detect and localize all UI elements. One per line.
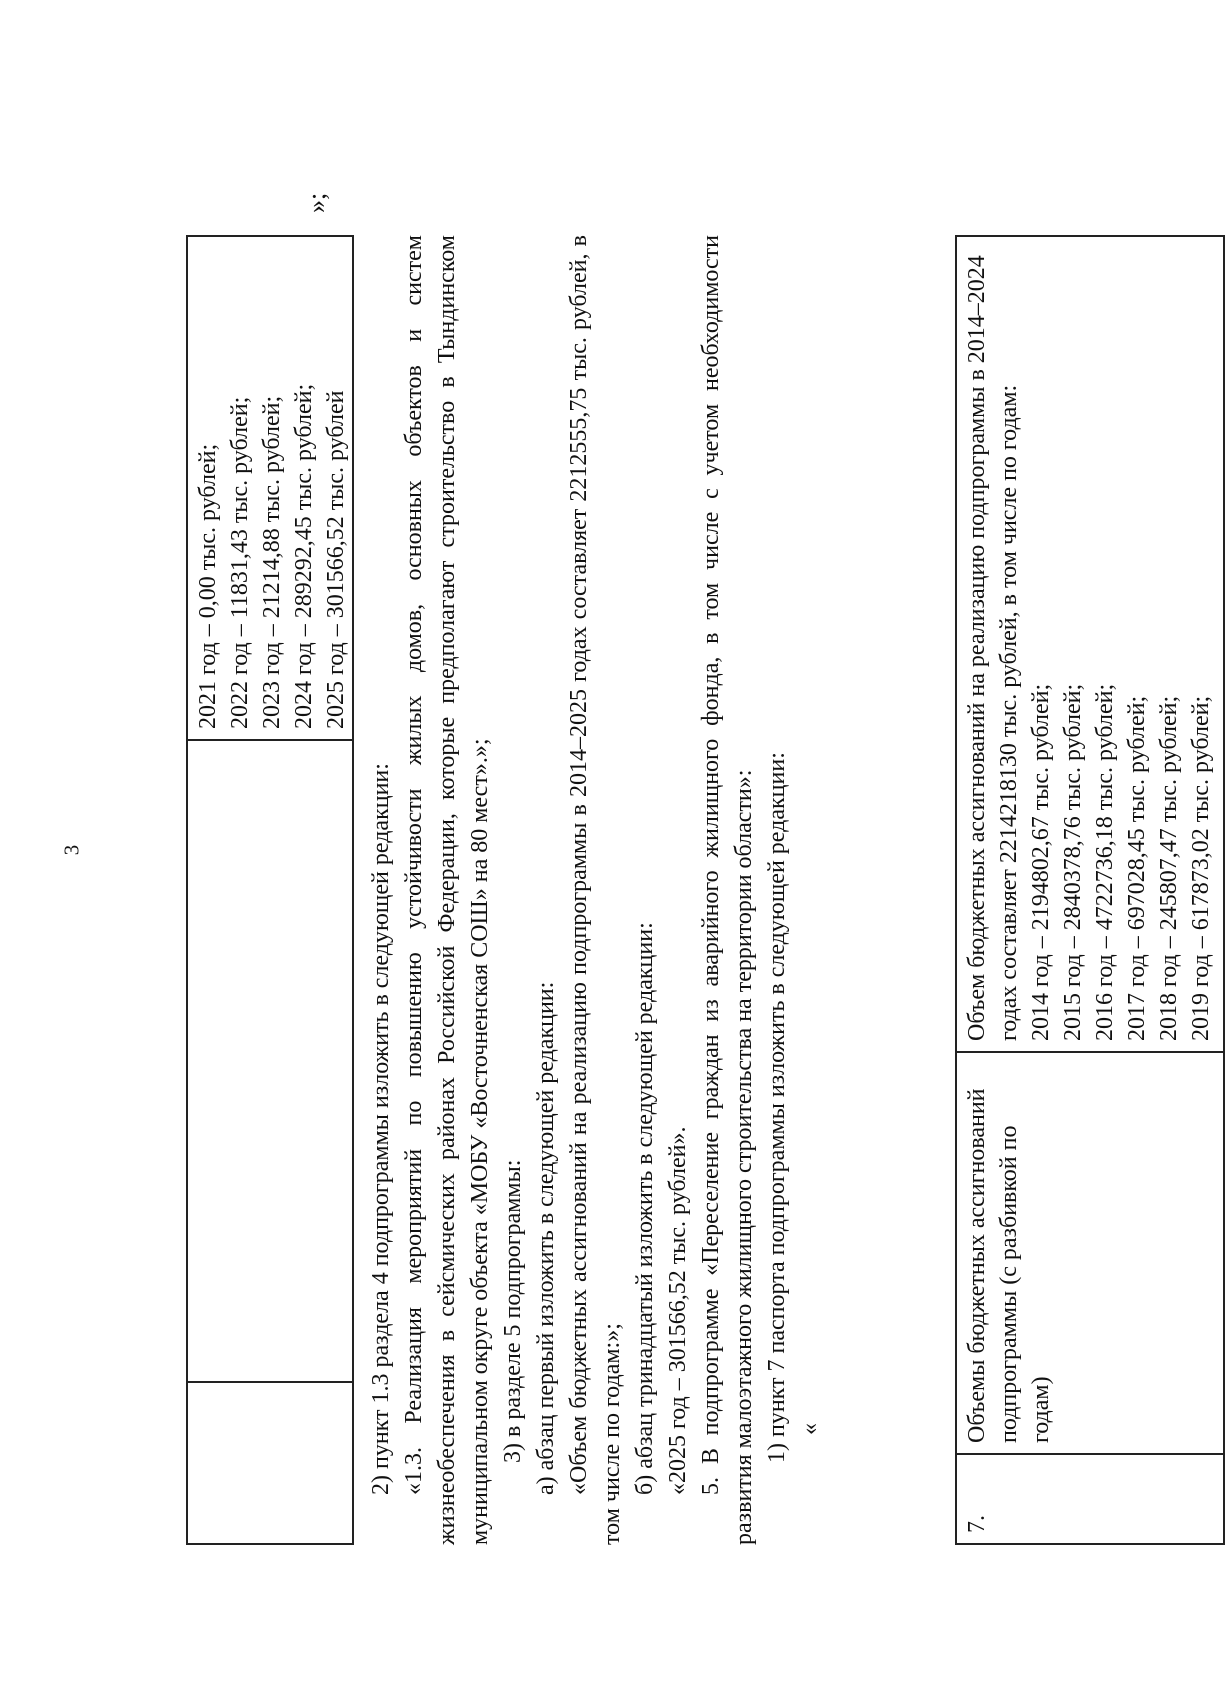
year-line: 2017 год – 697028,45 тыс. рублей; (1124, 695, 1150, 1041)
row-value (956, 236, 1224, 1052)
row-number: 7. (956, 1454, 1224, 1544)
paragraph: «Объем бюджетных ассигнований на реализацию подпрограммы в 2014–2025 годах составляет 2212555,75 тыс. рублей, в том числе по годам:»; (566, 235, 625, 1545)
year-line: 2024 год – 289292,45 тыс. рублей; (291, 383, 317, 729)
year-line: 2014 год – 2194802,67 тыс. рублей; (1028, 683, 1054, 1041)
year-line: 2019 год – 617873,02 тыс. рублей; (1188, 695, 1214, 1041)
page-number: 3 (59, 844, 84, 856)
year-line: 2018 год – 245807,47 тыс. рублей; (1156, 695, 1182, 1041)
opening-quote: « (797, 1423, 823, 1435)
year-line: 2021 год – 0,00 тыс. рублей; (195, 443, 221, 729)
paragraph: а) абзац первый изложить в следующей редакции: (533, 981, 559, 1495)
year-line: 2016 год – 4722736,18 тыс. рублей; (1092, 683, 1118, 1041)
table-bottom (955, 235, 1225, 1545)
year-line: 2023 год – 21214,88 тыс. рублей; (259, 395, 285, 729)
body-text (365, 235, 827, 1545)
paragraph: 1) пункт 7 паспорта подпрограммы изложить в следующей редакции: (764, 752, 790, 1463)
paragraph: 2) пункт 1.3 раздела 4 подпрограммы изложить в следующей редакции: (368, 763, 394, 1495)
rotated-content (150, 115, 1214, 1585)
paragraph: 5. В подпрограмме «Переселение граждан из аварийного жилищного фонда, в том числе с учетом необходимости развития малоэтажного жилищного строительства на территории области»: (698, 235, 757, 1545)
table-cell-empty (187, 740, 353, 1382)
table-row (956, 236, 1224, 1544)
table-cell-years (187, 236, 353, 740)
table-row (187, 236, 353, 1544)
row-label: Объемы бюджетных ассигнований подпрограммы (с разбивкой по годам) (956, 1052, 1224, 1454)
value-intro: Объем бюджетных ассигнований на реализацию подпрограммы в 2014–2024 годах составляет 2214218130 тыс. рублей, в том числе по годам: (964, 255, 1022, 1041)
table-top (186, 235, 354, 1545)
year-line: 2025 год – 301566,52 тыс. рублей (323, 390, 349, 729)
closing-quote: »; (302, 192, 331, 213)
paragraph: б) абзац тринадцатый изложить в следующей редакции: (632, 922, 658, 1495)
paragraph: «2025 год – 301566,52 тыс. рублей». (665, 1126, 691, 1495)
year-line: 2015 год – 2840378,76 тыс. рублей; (1060, 683, 1086, 1041)
year-line: 2022 год – 11831,43 тыс. рублей; (227, 396, 253, 729)
table-cell-empty (187, 1382, 353, 1544)
paragraph: «1.3. Реализация мероприятий по повышению устойчивости жилых домов, основных объектов и систем жизнеобеспечения в сейсмических районах Российской Федерации, которые предполагают строительство в Тындинском муниципальном округе объекта «МОБУ «Восточненская СОШ» на 80 мест».»; (401, 235, 493, 1545)
paragraph: 3) в разделе 5 подпрограммы: (500, 1159, 526, 1463)
